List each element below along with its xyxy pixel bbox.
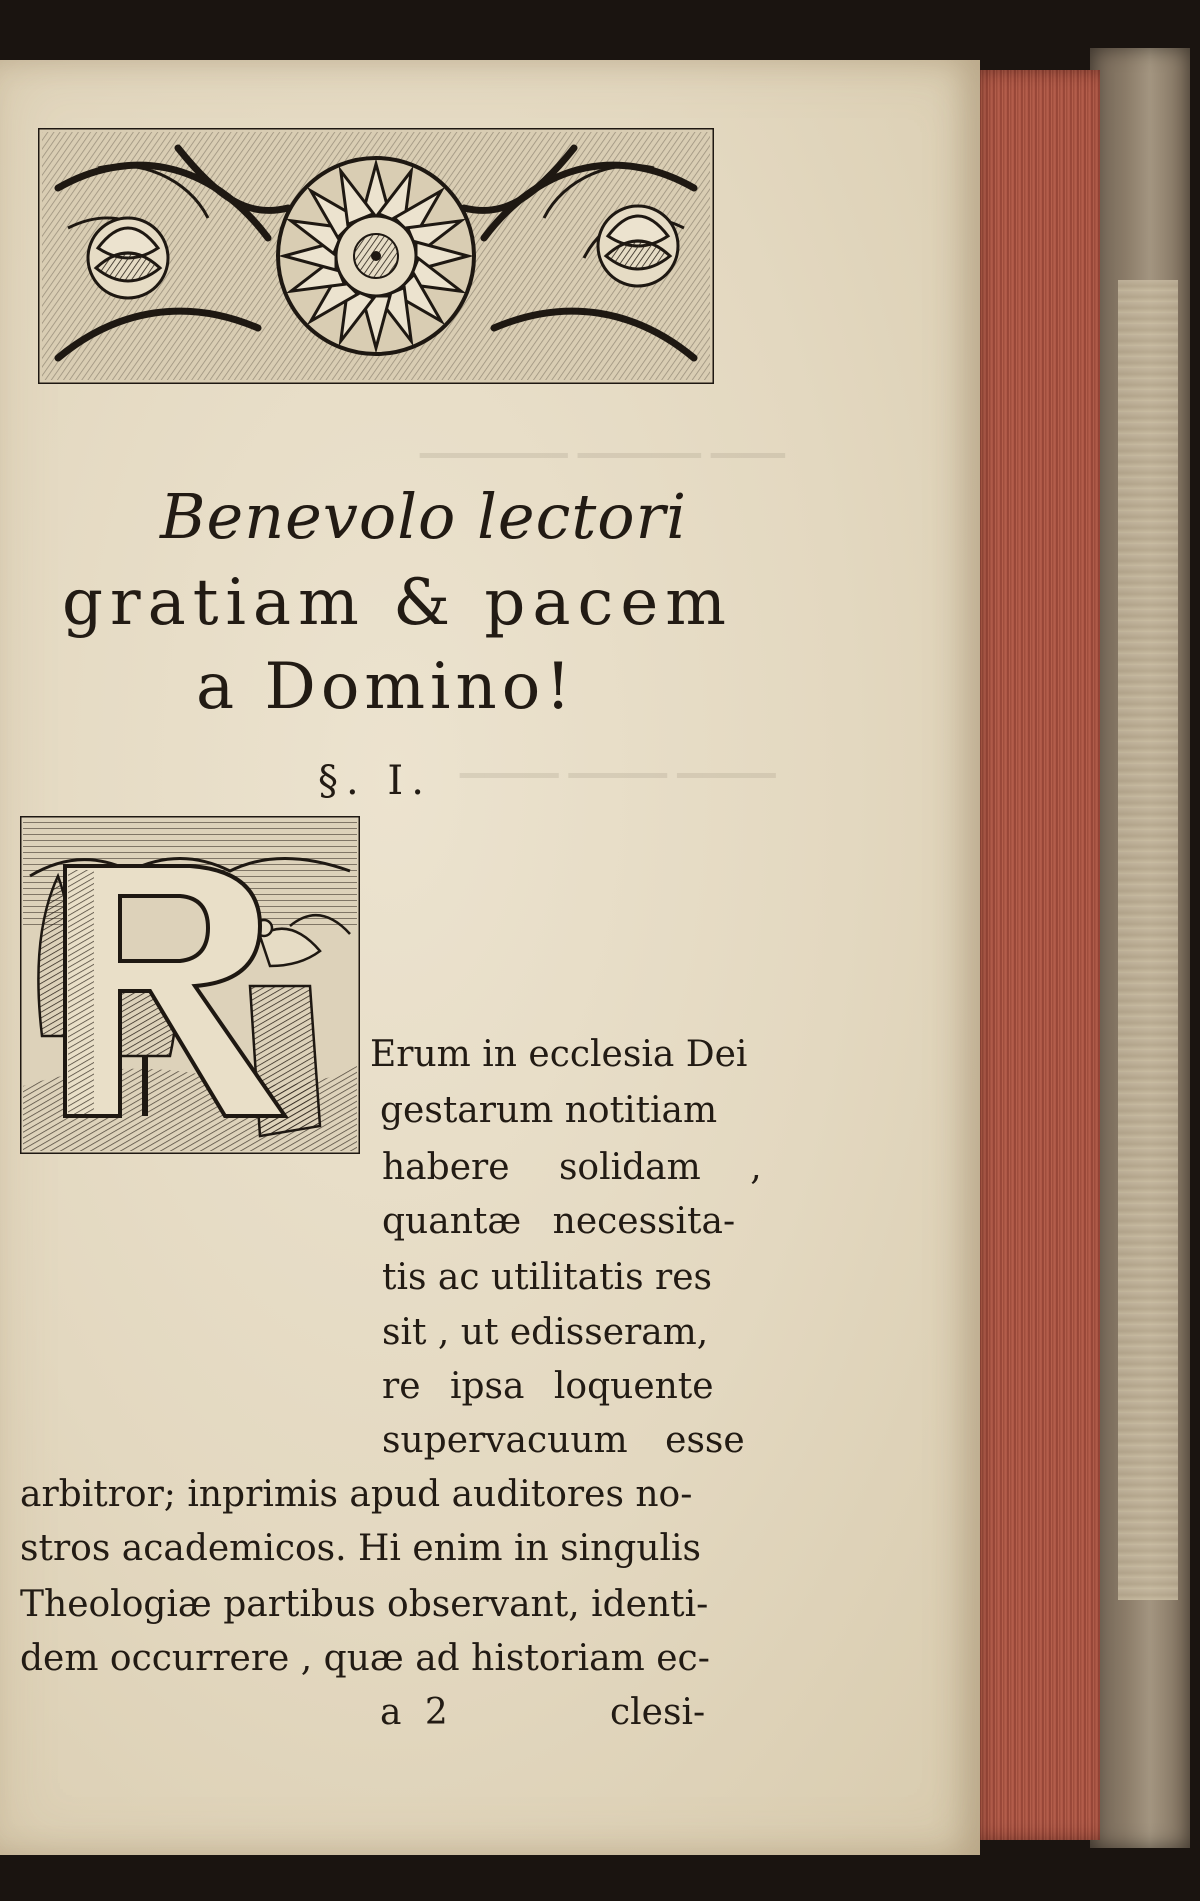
body-line-7: re ipsa loquente: [382, 1366, 714, 1407]
show-through: ▁▁▁ ▁▁▁▁▁ ▁▁▁▁▁▁: [420, 420, 785, 458]
right-flower: [598, 206, 678, 286]
heading-line-1: Benevolo lectori: [160, 480, 688, 553]
body-line-5: tis ac utilitatis res: [382, 1257, 712, 1298]
show-through: ▁▁▁▁ ▁▁▁▁ ▁▁▁▁: [460, 740, 776, 778]
signature-mark: a 2: [380, 1692, 454, 1733]
section-number: §. I.: [318, 758, 432, 804]
body-line-12: dem occurrere , quæ ad historiam ec-: [20, 1638, 710, 1679]
catchword: clesi-: [610, 1692, 706, 1733]
floral-headpiece-ornament: [38, 128, 714, 384]
body-line-4: quantæ necessita-: [382, 1201, 736, 1242]
body-line-3: habere solidam ,: [382, 1147, 762, 1188]
body-line-8: supervacuum esse: [382, 1420, 745, 1461]
woodcut-initial-r: [20, 816, 360, 1154]
central-flower: [278, 158, 474, 354]
body-line-11: Theologiæ partibus observant, identi-: [20, 1584, 709, 1625]
body-line-6: sit , ut edisseram,: [382, 1312, 709, 1353]
body-line-10: stros academicos. Hi enim in singulis: [20, 1528, 702, 1569]
body-line-1: Erum in ecclesia Dei: [370, 1034, 748, 1075]
heading-line-2: gratiam & pacem: [62, 566, 733, 640]
body-line-2: gestarum notitiam: [380, 1090, 718, 1131]
body-line-9: arbitror; inprimis apud auditores no-: [20, 1474, 693, 1515]
cover-lining: [1118, 280, 1178, 1600]
heading-line-3: a Domino!: [196, 650, 576, 724]
left-flower: [88, 218, 168, 298]
page-block-edge: [968, 70, 1100, 1840]
